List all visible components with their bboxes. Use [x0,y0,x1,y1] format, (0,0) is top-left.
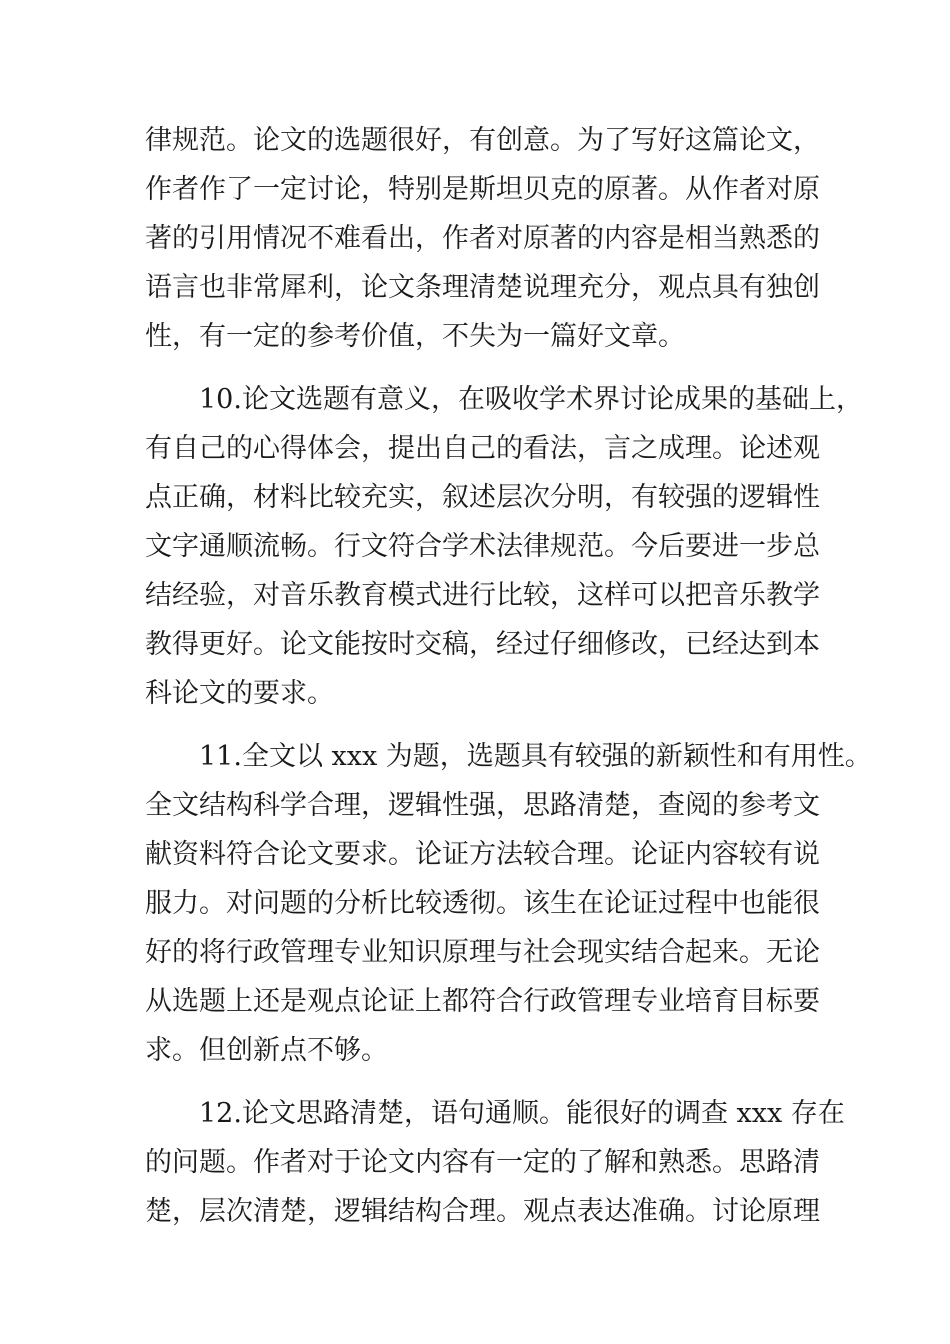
text-line: 求。但创新点不够。 [145,1035,388,1066]
text-line: 全文结构科学合理，逻辑性强，思路清楚，查阅的参考文 [145,790,820,821]
text-line: 性，有一定的参考价值，不失为一篇好文章。 [145,321,685,352]
text-line: 教得更好。论文能按时交稿，经过仔细修改，已经达到本 [145,629,820,660]
text-line: 点正确，材料比较充实，叙述层次分明，有较强的逻辑性 [145,482,820,513]
text-line: 著的引用情况不难看出，作者对原著的内容是相当熟悉的 [145,223,820,254]
text-line: 12.论文思路清楚，语句通顺。能很好的调查 xxx 存在 [199,1098,845,1129]
text-line: 律规范。论文的选题很好，有创意。为了写好这篇论文， [145,125,820,156]
text-line: 10.论文选题有意义，在吸收学术界讨论成果的基础上， [199,384,863,415]
text-line: 的问题。作者对于论文内容有一定的了解和熟悉。思路清 [145,1147,820,1178]
text-line: 科论文的要求。 [145,678,334,709]
text-line: 11.全文以 xxx 为题，选题具有较强的新颖性和有用性。 [199,741,872,772]
text-line: 从选题上还是观点论证上都符合行政管理专业培育目标要 [145,986,820,1017]
text-line: 楚，层次清楚，逻辑结构合理。观点表达准确。讨论原理 [145,1196,820,1227]
text-line: 作者作了一定讨论，特别是斯坦贝克的原著。从作者对原 [145,174,820,205]
text-line: 文字通顺流畅。行文符合学术法律规范。今后要进一步总 [145,531,820,562]
text-line: 献资料符合论文要求。论证方法较合理。论证内容较有说 [145,839,820,870]
text-line: 服力。对问题的分析比较透彻。该生在论证过程中也能很 [145,888,820,919]
text-line: 结经验，对音乐教育模式进行比较，这样可以把音乐教学 [145,580,820,611]
text-line: 好的将行政管理专业知识原理与社会现实结合起来。无论 [145,937,820,968]
text-line: 有自己的心得体会，提出自己的看法，言之成理。论述观 [145,433,820,464]
text-line: 语言也非常犀利，论文条理清楚说理充分，观点具有独创 [145,272,820,303]
